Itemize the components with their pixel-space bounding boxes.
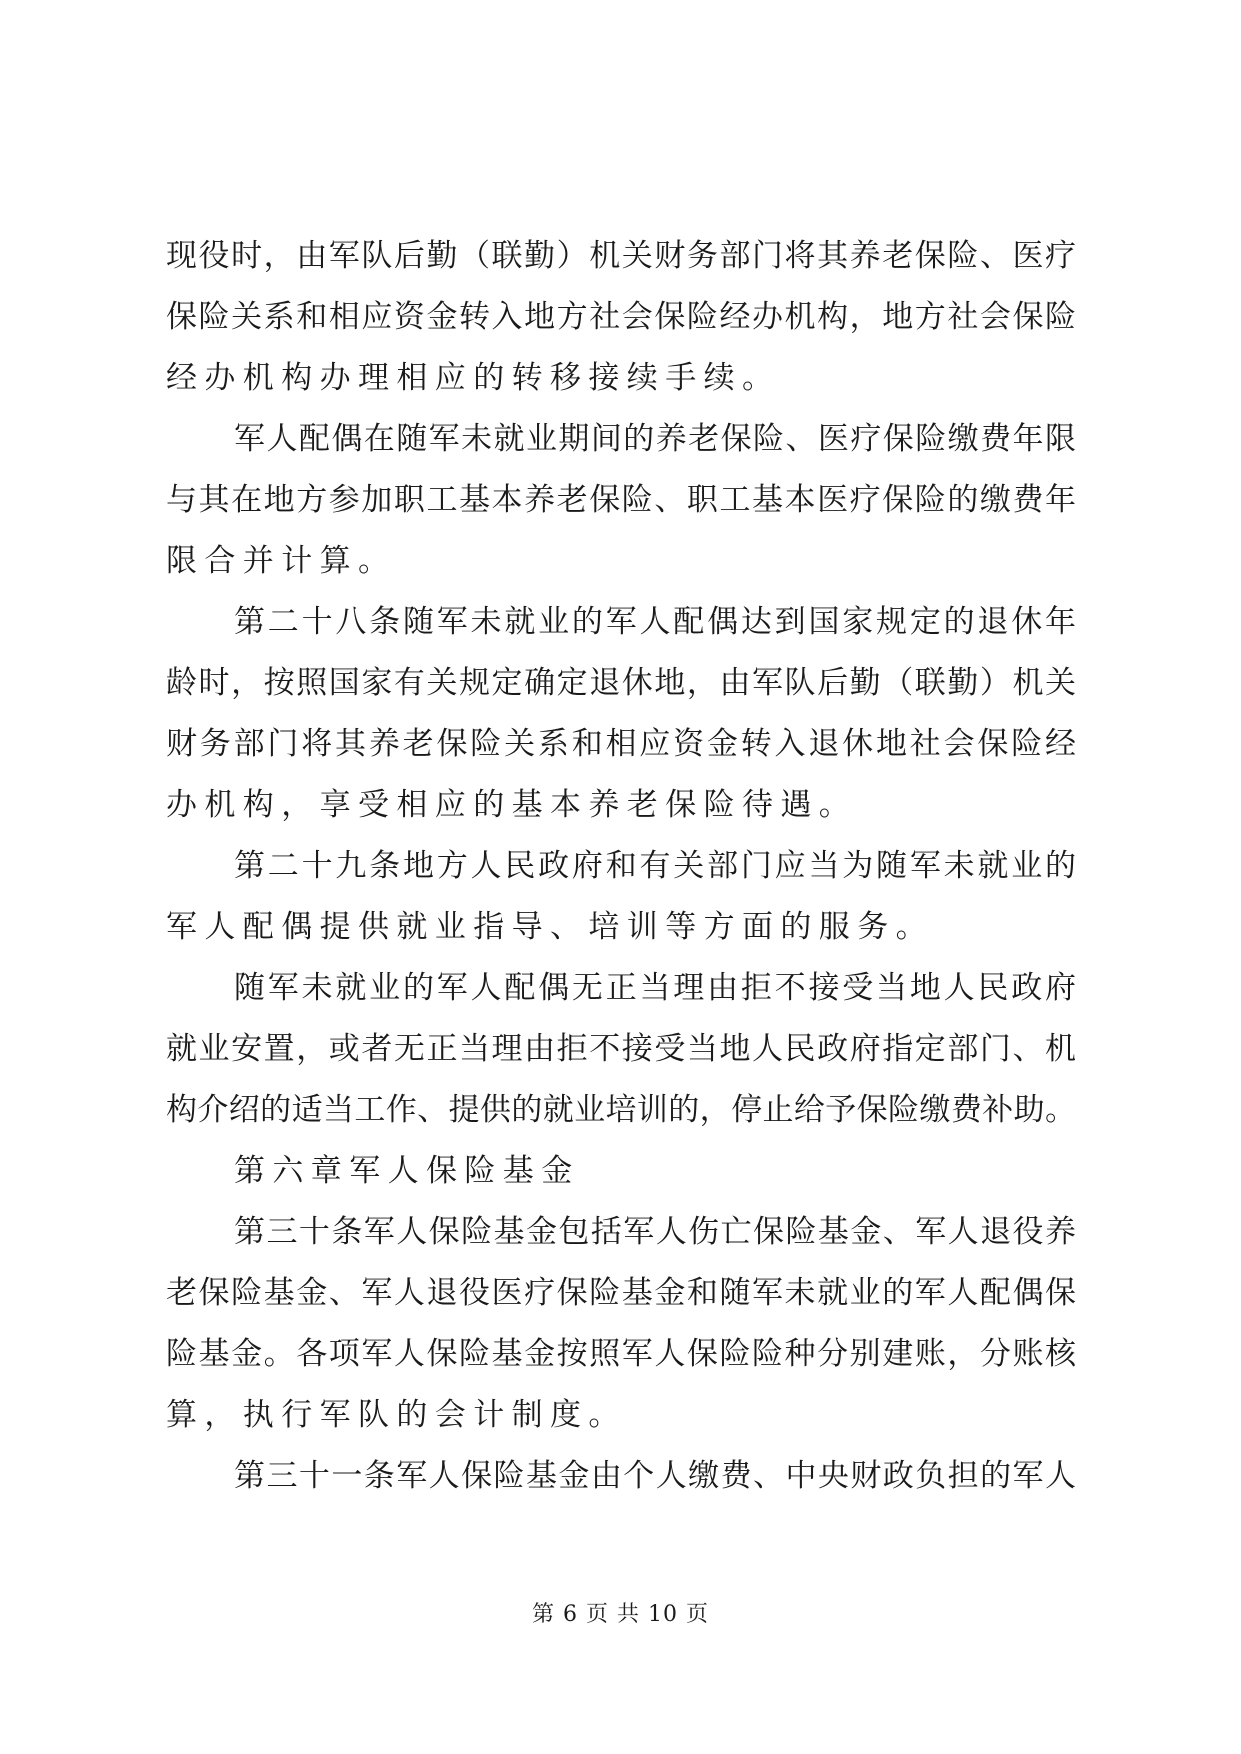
document-body [166, 226, 1076, 1507]
text-line: 现役时，由军队后勤（联勤）机关财务部门将其养老保险、医疗 [166, 238, 1076, 274]
text-line: 构介绍的适当工作、提供的就业培训的，停止给予保险缴费补助。 [166, 1092, 1076, 1128]
text-line: 保险关系和相应资金转入地方社会保险经办机构，地方社会保险 [166, 299, 1076, 335]
text-line: 与其在地方参加职工基本养老保险、职工基本医疗保险的缴费年 [166, 482, 1076, 518]
article-29-line: 第二十九条地方人民政府和有关部门应当为随军未就业的 [234, 848, 1076, 884]
text-line: 经办机构办理相应的转移接续手续。 [166, 360, 781, 396]
text-line: 财务部门将其养老保险关系和相应资金转入退休地社会保险经 [166, 726, 1076, 762]
text-line: 算，执行军队的会计制度。 [166, 1397, 627, 1433]
text-line: 龄时，按照国家有关规定确定退休地，由军队后勤（联勤）机关 [166, 665, 1076, 701]
article-31-line: 第三十一条军人保险基金由个人缴费、中央财政负担的军人 [234, 1458, 1076, 1494]
text-line: 险基金。各项军人保险基金按照军人保险险种分别建账，分账核 [166, 1336, 1076, 1372]
text-line: 限合并计算。 [166, 543, 397, 579]
text-line: 老保险基金、军人退役医疗保险基金和随军未就业的军人配偶保 [166, 1275, 1076, 1311]
page-number: 第 6 页 共 10 页 [532, 1602, 709, 1627]
text-line: 军人配偶提供就业指导、培训等方面的服务。 [166, 909, 934, 945]
text-line: 办机构，享受相应的基本养老保险待遇。 [166, 787, 858, 823]
paragraph-start-line: 军人配偶在随军未就业期间的养老保险、医疗保险缴费年限 [234, 421, 1076, 457]
chapter-heading: 第六章军人保险基金 [234, 1153, 580, 1189]
paragraph-start-line: 随军未就业的军人配偶无正当理由拒不接受当地人民政府 [234, 970, 1076, 1006]
article-28-line: 第二十八条随军未就业的军人配偶达到国家规定的退休年 [234, 604, 1076, 640]
text-line: 就业安置，或者无正当理由拒不接受当地人民政府指定部门、机 [166, 1031, 1076, 1067]
article-30-line: 第三十条军人保险基金包括军人伤亡保险基金、军人退役养 [234, 1214, 1076, 1250]
